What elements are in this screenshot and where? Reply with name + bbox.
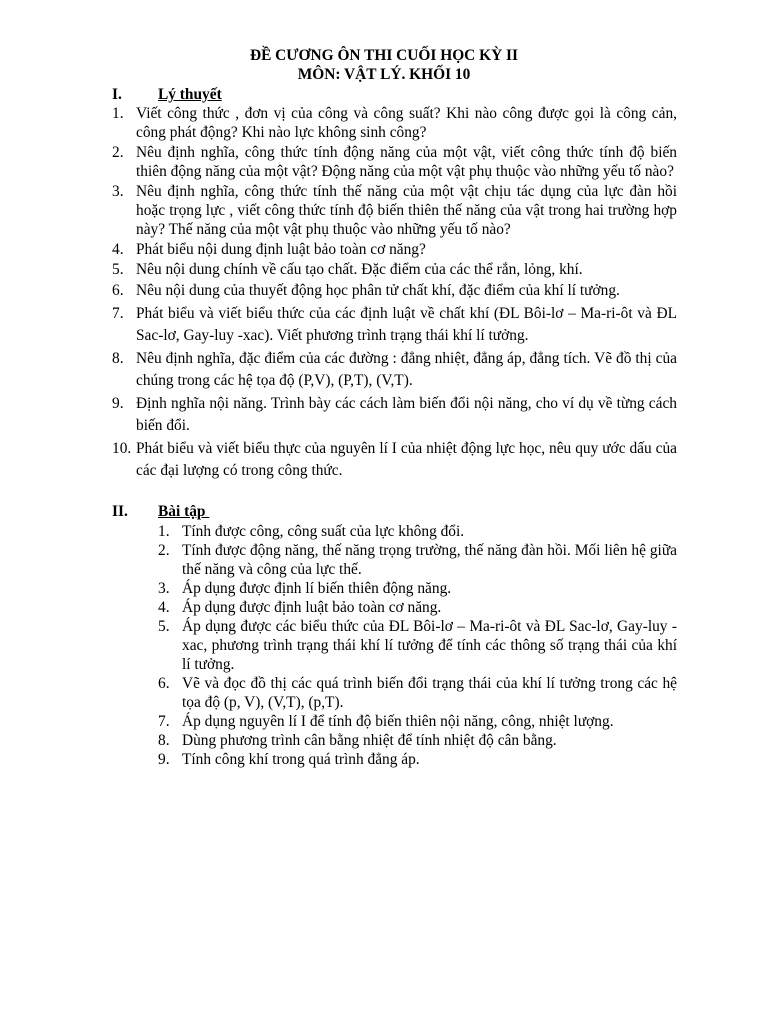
item-text: Áp dụng nguyên lí I để tính độ biến thiên nội năng, công, nhiệt lượng. bbox=[182, 713, 614, 730]
item-text: Phát biểu và viết biểu thức của các định luật về chất khí (ĐL Bôi-lơ – Ma-ri-ôt và ĐL Sac-lơ, Gay-luy -xac). Viết phương trình trạng thái khí lí tưởng. bbox=[136, 305, 677, 344]
list-item bbox=[112, 260, 677, 279]
item-text: Vẽ và đọc đồ thị các quá trình biến đổi trạng thái của khí lí tưởng trong các hệ tọa độ (p, V), (V,T), (p,T). bbox=[182, 675, 677, 711]
item-text: Phát biểu nội dung định luật bảo toàn cơ năng? bbox=[136, 241, 426, 258]
exercise-list bbox=[158, 522, 677, 769]
section-number: II. bbox=[112, 503, 128, 520]
list-item bbox=[112, 104, 677, 142]
item-text: Định nghĩa nội năng. Trình bày các cách làm biến đổi nội năng, cho ví dụ về từng cách biến đổi. bbox=[136, 395, 677, 434]
section-label: Lý thuyết bbox=[158, 86, 222, 103]
list-item bbox=[158, 712, 677, 731]
list-item bbox=[112, 182, 677, 239]
section-number: I. bbox=[112, 86, 122, 103]
item-number: 8. bbox=[112, 350, 124, 367]
document-title: ĐỀ CƯƠNG ÔN THI CUỐI HỌC KỲ II bbox=[249, 47, 519, 64]
item-number: 6. bbox=[158, 675, 170, 692]
item-number: 3. bbox=[112, 183, 124, 200]
list-item bbox=[158, 731, 677, 750]
item-number: 2. bbox=[112, 144, 124, 161]
item-text: Nêu định nghĩa, công thức tính động năng của một vật, viết công thức tính độ biến thiên động năng của một vật? Động năng của một vật phụ thuộc vào những yếu tố nào? bbox=[136, 144, 677, 180]
item-number: 2. bbox=[158, 542, 170, 559]
list-item bbox=[158, 541, 677, 579]
item-number: 3. bbox=[158, 580, 170, 597]
item-number: 4. bbox=[158, 599, 170, 616]
item-text: Nêu nội dung chính về cấu tạo chất. Đặc điểm của các thể rắn, lỏng, khí. bbox=[136, 261, 583, 278]
item-text: Áp dụng được các biểu thức của ĐL Bôi-lơ – Ma-ri-ôt và ĐL Sac-lơ, Gay-luy -xac, phương trình trạng thái khí lí tưởng để tính các thông số trạng thái của khí lí tưởng. bbox=[182, 618, 677, 673]
list-item bbox=[112, 438, 677, 482]
list-item bbox=[158, 579, 677, 598]
item-text: Nêu định nghĩa, công thức tính thế năng của một vật chịu tác dụng của lực đàn hồi hoặc trọng lực , viết công thức tính độ biến thiên thế năng của vật trong hai trường hợp này? Thế năng của một vật phụ thuộc vào những yếu tố nào? bbox=[136, 183, 677, 238]
section-label: Bài tập bbox=[158, 503, 210, 520]
item-number: 9. bbox=[112, 395, 124, 412]
list-item bbox=[112, 303, 677, 347]
list-item bbox=[158, 674, 677, 712]
document-subtitle: MÔN: VẬT LÝ. KHỐI 10 bbox=[297, 66, 471, 83]
list-item bbox=[158, 750, 677, 769]
list-item bbox=[112, 280, 677, 302]
list-item bbox=[112, 240, 677, 259]
item-number: 7. bbox=[112, 305, 124, 322]
item-text: Áp dụng được định lí biến thiên động năng. bbox=[182, 580, 452, 597]
list-item bbox=[112, 348, 677, 392]
item-number: 4. bbox=[112, 241, 124, 258]
item-number: 1. bbox=[112, 105, 124, 122]
list-item bbox=[158, 522, 677, 541]
list-item bbox=[112, 393, 677, 437]
item-number: 5. bbox=[112, 261, 124, 278]
item-text: Áp dụng được định luật bảo toàn cơ năng. bbox=[182, 599, 442, 616]
item-text: Tính được công, công suất của lực không đổi. bbox=[182, 523, 465, 540]
item-text: Phát biểu và viết biểu thực của nguyên lí I của nhiệt động lực học, nêu quy ước dấu của các đại lượng có trong công thức. bbox=[136, 440, 677, 479]
item-text: Nêu định nghĩa, đặc điểm của các đường : đẳng nhiệt, đẳng áp, đẳng tích. Vẽ đồ thị của chúng trong các hệ tọa độ (P,V), (P,T), (V,T). bbox=[136, 350, 677, 389]
list-item bbox=[158, 617, 677, 674]
item-text: Tính được động năng, thế năng trọng trường, thế năng đàn hồi. Mối liên hệ giữa thế năng và công của lực thế. bbox=[182, 542, 677, 578]
item-number: 5. bbox=[158, 618, 170, 635]
item-number: 1. bbox=[158, 523, 170, 540]
item-text: Viết công thức , đơn vị của công và công suất? Khi nào công được gọi là công cản, công phát động? Khi nào lực không sinh công? bbox=[136, 105, 677, 141]
item-number: 6. bbox=[112, 282, 124, 299]
item-number: 8. bbox=[158, 732, 170, 749]
item-number: 9. bbox=[158, 751, 170, 768]
item-number: 7. bbox=[158, 713, 170, 730]
list-item bbox=[158, 598, 677, 617]
item-number: 10. bbox=[112, 440, 132, 457]
item-text: Nêu nội dung của thuyết động học phân tử chất khí, đặc điểm của khí lí tưởng. bbox=[136, 282, 620, 299]
theory-list bbox=[112, 104, 677, 483]
item-text: Tính công khí trong quá trình đẳng áp. bbox=[182, 751, 420, 768]
list-item bbox=[112, 143, 677, 181]
item-text: Dùng phương trình cân bằng nhiệt để tính nhiệt độ cân bằng. bbox=[182, 732, 557, 749]
